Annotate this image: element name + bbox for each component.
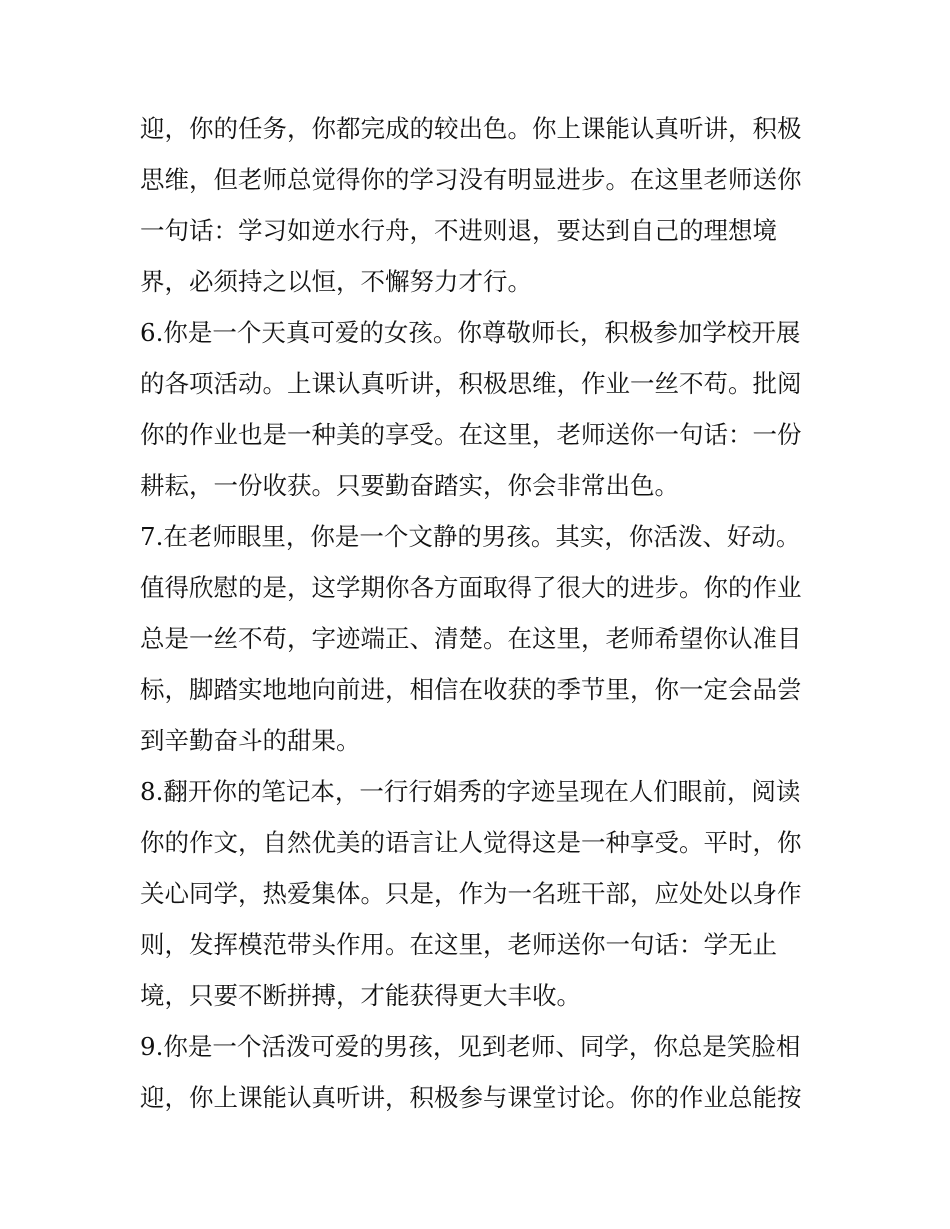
text-line: 你的作业也是一种美的享受。在这里，老师送你一句话：一份 xyxy=(140,420,802,449)
text-line: 6.你是一个天真可爱的女孩。你尊敬师长，积极参加学校开展 xyxy=(140,318,801,347)
text-line: 到辛勤奋斗的甜果。 xyxy=(140,726,361,755)
text-line: 9.你是一个活泼可爱的男孩，见到老师、同学，你总是笑脸相 xyxy=(140,1032,801,1061)
text-line: 关心同学，热爱集体。只是，作为一名班干部，应处处以身作 xyxy=(140,879,802,908)
text-line: 标，脚踏实地地向前进，相信在收获的季节里，你一定会品尝 xyxy=(140,675,802,704)
text-line: 思维，但老师总觉得你的学习没有明显进步。在这里老师送你 xyxy=(140,165,802,194)
text-line: 你的作文，自然优美的语言让人觉得这是一种享受。平时，你 xyxy=(140,828,802,857)
text-line: 界，必须持之以恒，不懈努力才行。 xyxy=(140,267,532,296)
text-line: 境，只要不断拼搏，才能获得更大丰收。 xyxy=(140,981,581,1010)
text-line: 一句话：学习如逆水行舟，不进则退，要达到自己的理想境 xyxy=(140,216,777,245)
text-line: 迎，你的任务，你都完成的较出色。你上课能认真听讲，积极 xyxy=(140,114,802,143)
text-line: 则，发挥模范带头作用。在这里，老师送你一句话：学无止 xyxy=(140,930,777,959)
text-line: 总是一丝不苟，字迹端正、清楚。在这里，老师希望你认准目 xyxy=(140,624,802,653)
text-line: 的各项活动。上课认真听讲，积极思维，作业一丝不苟。批阅 xyxy=(140,369,802,398)
text-line: 迎，你上课能认真听讲，积极参与课堂讨论。你的作业总能按 xyxy=(140,1083,802,1112)
text-line: 值得欣慰的是，这学期你各方面取得了很大的进步。你的作业 xyxy=(140,573,802,602)
text-line: 7.在老师眼里，你是一个文静的男孩。其实，你活泼、好动。 xyxy=(140,522,801,551)
text-line: 耕耘，一份收获。只要勤奋踏实，你会非常出色。 xyxy=(140,471,679,500)
text-line: 8.翻开你的笔记本，一行行娟秀的字迹呈现在人们眼前，阅读 xyxy=(140,777,801,806)
